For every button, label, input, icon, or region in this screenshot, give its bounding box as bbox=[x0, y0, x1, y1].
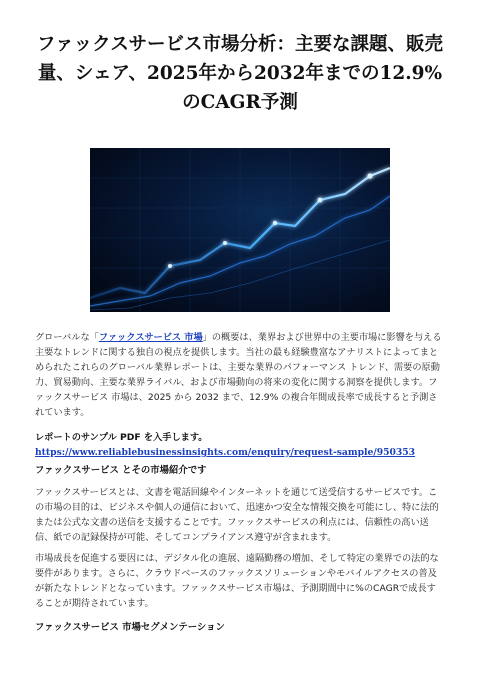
section-heading-intro: ファックスサービス とその市場紹介です bbox=[35, 465, 207, 476]
intro-text: 」の概要は、業界および世界中の主要市場に影響を与える主要なトレンドに関する独自の視点を提供します。当社の最も経験豊富なアナリストによってまとめられたこれらのグローバル業界レポートは、主要な業界のパフォーマンス トレンド、需要の原動力、貿易動向、主要な業界ライバル、および市場動向の将来の変化に関する洞察を提供します。ファックスサービス 市場は、2025 から 2032 まで、12.9% の複合年間成長率で成長すると予測されています。 bbox=[35, 332, 442, 418]
hero-image bbox=[90, 148, 390, 312]
growth-chart-illustration bbox=[90, 148, 390, 312]
sample-label: レポートのサンプル PDF を入手します。 bbox=[35, 432, 208, 443]
market-link[interactable]: ファックスサービス 市場 bbox=[98, 332, 203, 343]
intro-paragraph bbox=[35, 330, 445, 420]
section-paragraph-1: ファックスサービスとは、文書を電話回線やインターネットを通じて送受信するサービスです。この市場の目的は、ビジネスや個人の通信において、迅速かつ安全な情報交換を可能にし、特に法的または公式な文書の送信を支援することです。ファックスサービスの利点には、信頼性の高い送信、紙での記録保持が可能、そしてコンプライアンス遵守が含まれます。 bbox=[35, 487, 439, 543]
sample-url-link[interactable]: https://www.reliablebusinessinsights.com/enquiry/request-sample/950353 bbox=[35, 447, 416, 458]
section-heading-segmentation: ファックスサービス 市場セグメンテーション bbox=[35, 622, 225, 633]
sample-block bbox=[35, 430, 445, 460]
intro-prefix: グローバルな「 bbox=[35, 332, 99, 343]
page-title: ファックスサービス市場分析：主要な課題、販売量、シェア、2025年から2032年までの12.9%のCAGR予測 bbox=[36, 34, 444, 113]
section-paragraph-2: 市場成長を促進する要因には、デジタル化の進展、遠隔勤務の増加、そして特定の業界での法的な要件があります。さらに、クラウドベースのファックスソリューションやモバイルアクセスの普及が新たなトレンドとなっています。ファックスサービス市場は、予測期間中に%のCAGRで成長することが期待されています。 bbox=[35, 553, 439, 609]
